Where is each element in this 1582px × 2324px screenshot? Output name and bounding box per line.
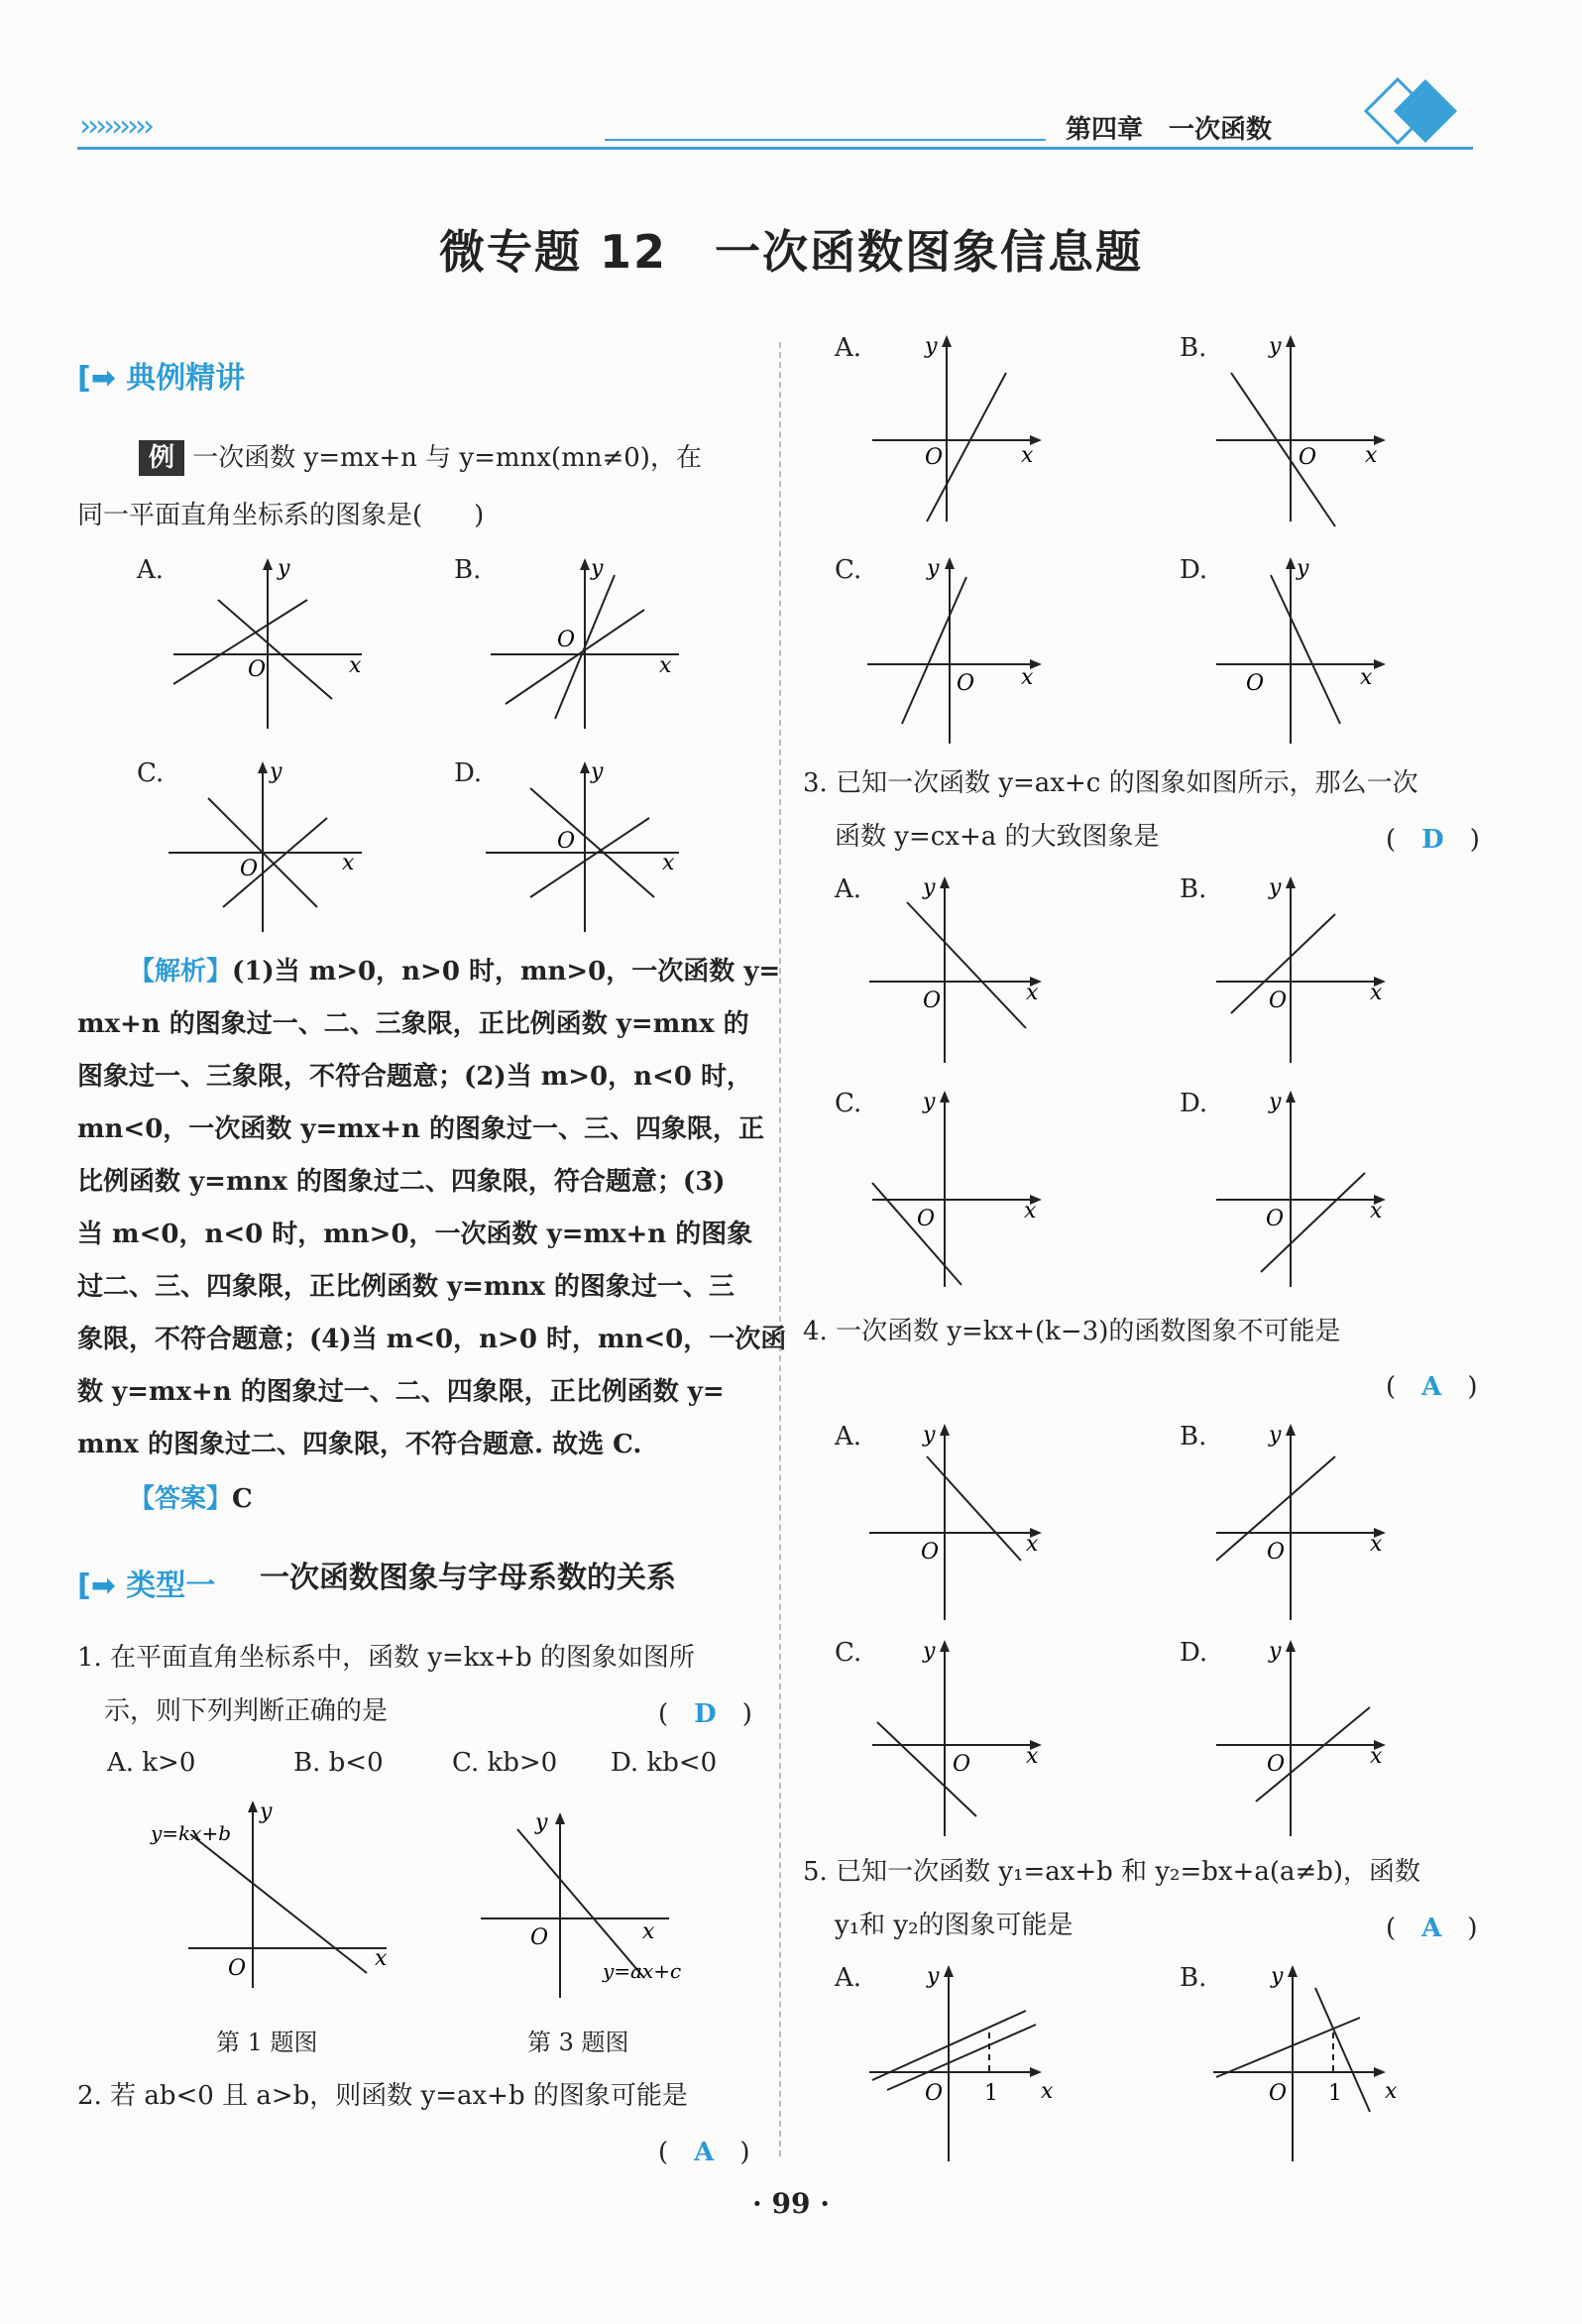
axis-y: y xyxy=(1269,1639,1282,1664)
q1-answer-value: D xyxy=(694,1699,717,1729)
q2-line-1: 2. 若 ab<0 且 a>b，则函数 y=ax+b 的图象可能是 xyxy=(77,2081,688,2111)
q3-option-d: D. xyxy=(1180,1089,1208,1118)
analysis-line-8: 数 y=mx+n 的图象过一、二、四象限，正比例函数 y= xyxy=(77,1377,725,1407)
axis-o: O xyxy=(917,1207,936,1231)
axis-o: O xyxy=(240,857,259,881)
q4-graph-a xyxy=(867,1422,1066,1620)
axis-o: O xyxy=(925,445,944,470)
q3-option-b: B. xyxy=(1180,874,1207,904)
axis-y: y xyxy=(1297,556,1309,581)
header-diamond-icon xyxy=(1358,71,1477,151)
q1-figure xyxy=(149,1795,396,1993)
q4-option-d: D. xyxy=(1180,1638,1208,1668)
axis-y: y xyxy=(591,556,604,581)
analysis-line-2: 图象过一、三象限，不符合题意；(2)当 m>0，n<0 时， xyxy=(77,1062,752,1092)
header-chevrons-icon: ››››››››› xyxy=(79,109,151,144)
axis-y: y xyxy=(923,1090,936,1114)
axis-y: y xyxy=(927,556,940,581)
axis-x: x xyxy=(342,851,355,875)
axis-o: O xyxy=(557,628,576,652)
q4-answer: ( A ) xyxy=(1386,1372,1478,1402)
answer-value: C xyxy=(232,1484,253,1514)
q5-graph-a xyxy=(867,1963,1066,2161)
q3-line-2: 函数 y=cx+a 的大致图象是 xyxy=(835,822,1160,852)
axis-x: x xyxy=(1370,981,1383,1005)
axis-x: x xyxy=(642,1919,655,1944)
axis-x: x xyxy=(1370,1744,1383,1769)
axis-x: x xyxy=(1360,665,1373,690)
axis-y: y xyxy=(923,1639,936,1664)
section-example-heading: [➡ 典例精讲 xyxy=(77,361,246,396)
example-option-b: B. xyxy=(454,555,482,585)
axis-x: x xyxy=(1021,665,1034,690)
analysis-line-7: 象限，不符合题意；(4)当 m<0，n>0 时，mn<0，一次函 xyxy=(77,1325,787,1354)
axis-x: x xyxy=(1370,1199,1383,1223)
example-line-2: 同一平面直角坐标系的图象是( ) xyxy=(77,501,485,530)
axis-o: O xyxy=(1299,445,1317,470)
section-type1-title: 一次函数图象与字母系数的关系 xyxy=(260,1561,676,1595)
analysis-line-9: mnx 的图象过二、四象限，不符合题意. 故选 C. xyxy=(77,1430,642,1459)
analysis-line-3: mn<0，一次函数 y=mx+n 的图象过一、三、四象限，正 xyxy=(77,1114,764,1144)
axis-x: x xyxy=(1026,1744,1039,1769)
axis-o: O xyxy=(1246,671,1265,696)
q5-line-2: y₁和 y₂的图象可能是 xyxy=(835,1911,1074,1940)
axis-y: y xyxy=(927,1964,940,1989)
page-title: 微专题 12 一次函数图象信息题 xyxy=(438,225,1144,279)
axis-y: y xyxy=(1269,1423,1282,1448)
q3-figure xyxy=(476,1809,714,2008)
analysis-line-4: 比例函数 y=mnx 的图象过二、四象限，符合题意；(3) xyxy=(77,1167,726,1197)
q1-choice-c: C. kb>0 xyxy=(452,1748,558,1778)
header-rule xyxy=(77,147,1473,150)
answer-line xyxy=(129,1481,253,1517)
section-example-label: 典例精讲 xyxy=(126,361,246,396)
example-option-a: A. xyxy=(137,555,165,585)
axis-x: x xyxy=(375,1946,388,1971)
answer-tag: 【答案】 xyxy=(129,1484,233,1514)
analysis-line-1: mx+n 的图象过一、二、三象限，正比例函数 y=mnx 的 xyxy=(77,1009,749,1039)
q2-option-c: C. xyxy=(835,555,862,585)
q1-answer: ( D ) xyxy=(658,1699,752,1729)
q2-option-d: D. xyxy=(1180,555,1208,585)
axis-y: y xyxy=(260,1800,273,1824)
example-option-d: D. xyxy=(454,758,483,788)
chapter-title: 第四章 一次函数 xyxy=(1066,115,1273,145)
section-type1-heading: [➡ 类型一 xyxy=(77,1569,216,1603)
axis-y: y xyxy=(1271,1964,1284,1989)
q5-option-b: B. xyxy=(1180,1963,1207,1993)
axis-y: y xyxy=(270,759,282,784)
q3-graph-a xyxy=(867,874,1066,1063)
axis-x: x xyxy=(1024,1199,1037,1223)
q4-option-c: C. xyxy=(835,1638,862,1668)
analysis-line-6: 过二、三、四象限，正比例函数 y=mnx 的图象过一、三 xyxy=(77,1272,734,1302)
axis-y: y xyxy=(925,334,938,359)
axis-x: x xyxy=(1370,1532,1383,1557)
axis-y: y xyxy=(535,1810,548,1835)
axis-o: O xyxy=(530,1925,549,1950)
axis-x: x xyxy=(1385,2079,1398,2104)
q1-line-1: 1. 在平面直角坐标系中，函数 y=kx+b 的图象如图所 xyxy=(77,1643,695,1673)
axis-o: O xyxy=(1267,1752,1286,1777)
page-number: · 99 · xyxy=(752,2187,830,2220)
q2-answer-value: A xyxy=(694,2138,715,2167)
example-graph-b xyxy=(486,555,684,734)
q1-choice-a: A. k>0 xyxy=(107,1748,196,1778)
q3-option-a: A. xyxy=(835,874,862,904)
q4-graph-b xyxy=(1211,1422,1410,1620)
q2-graph-c xyxy=(867,555,1066,744)
q3-answer-value: D xyxy=(1421,825,1444,855)
axis-x: x xyxy=(1021,443,1034,468)
example-graph-d xyxy=(486,758,684,937)
axis-o: O xyxy=(1269,2081,1288,2106)
q2-graph-d xyxy=(1211,555,1410,744)
analysis-line-5: 当 m<0，n<0 时，mn>0，一次函数 y=mx+n 的图象 xyxy=(77,1220,753,1249)
q5-answer: ( A ) xyxy=(1386,1914,1478,1943)
column-divider xyxy=(779,342,781,2156)
axis-o: O xyxy=(557,829,576,854)
q1-fig-label: y=kx+b xyxy=(151,1821,232,1845)
axis-x: x xyxy=(349,653,362,678)
q3-fig-label: y=ax+c xyxy=(603,1959,682,1983)
q1-choice-b: B. b<0 xyxy=(293,1748,384,1778)
example-line-1 xyxy=(139,440,702,476)
axis-o: O xyxy=(228,1956,247,1981)
axis-o: O xyxy=(248,657,267,682)
analysis-text-0: (1)当 m>0，n>0 时，mn>0，一次函数 y= xyxy=(232,957,781,987)
example-graph-a xyxy=(169,555,367,734)
axis-y: y xyxy=(1269,875,1282,900)
axis-one: 1 xyxy=(984,2081,998,2106)
axis-x: x xyxy=(1026,981,1039,1005)
q5-answer-value: A xyxy=(1421,1914,1442,1943)
q3-graph-b xyxy=(1211,874,1410,1063)
example-graph-c xyxy=(169,758,367,937)
q5-line-1: 5. 已知一次函数 y₁=ax+b 和 y₂=bx+a(a≠b)，函数 xyxy=(803,1857,1421,1887)
q3-answer: ( D ) xyxy=(1386,825,1480,855)
q2-graph-a xyxy=(867,333,1066,531)
axis-x: x xyxy=(662,851,675,875)
analysis-tag: 【解析】 xyxy=(129,957,233,987)
q2-graph-b xyxy=(1211,333,1410,531)
example-tag: 例 xyxy=(139,440,184,476)
axis-y: y xyxy=(591,759,604,784)
analysis-line-0 xyxy=(129,954,780,989)
axis-y: y xyxy=(1269,1090,1282,1114)
q4-graph-c xyxy=(867,1638,1066,1836)
q3-line-1: 3. 已知一次函数 y=ax+c 的图象如图所示，那么一次 xyxy=(803,768,1418,798)
example-option-c: C. xyxy=(137,758,165,788)
q2-option-b: B. xyxy=(1180,333,1207,363)
axis-x: x xyxy=(659,653,672,678)
axis-o: O xyxy=(921,1540,940,1565)
q2-answer: ( A ) xyxy=(658,2138,750,2167)
q4-graph-d xyxy=(1211,1638,1410,1836)
q4-option-a: A. xyxy=(835,1422,862,1452)
axis-o: O xyxy=(925,2081,944,2106)
section-type1-label: 类型一 xyxy=(126,1569,216,1603)
axis-y: y xyxy=(1269,334,1282,359)
axis-o: O xyxy=(1267,1540,1286,1565)
q4-option-b: B. xyxy=(1180,1422,1207,1452)
axis-o: O xyxy=(957,671,975,696)
header-rule-short xyxy=(605,139,1046,141)
axis-y: y xyxy=(923,875,936,900)
q1-line-2: 示，则下列判断正确的是 xyxy=(104,1696,389,1726)
q3-option-c: C. xyxy=(835,1089,862,1118)
axis-y: y xyxy=(278,556,290,581)
axis-x: x xyxy=(1365,443,1378,468)
axis-x: x xyxy=(1026,1532,1039,1557)
axis-o: O xyxy=(923,988,942,1013)
q1-choice-d: D. kb<0 xyxy=(611,1748,718,1778)
q3-caption: 第 3 题图 xyxy=(527,2029,629,2056)
q3-graph-d xyxy=(1211,1089,1410,1287)
q1-caption: 第 1 题图 xyxy=(216,2029,318,2056)
axis-y: y xyxy=(923,1423,936,1448)
axis-one: 1 xyxy=(1328,2081,1342,2106)
axis-o: O xyxy=(953,1752,971,1777)
q3-graph-c xyxy=(867,1089,1066,1287)
q5-graph-b xyxy=(1211,1963,1410,2161)
q2-option-a: A. xyxy=(835,333,862,363)
q4-line-1: 4. 一次函数 y=kx+(k−3)的函数图象不可能是 xyxy=(803,1317,1341,1346)
axis-o: O xyxy=(1269,988,1288,1013)
q4-answer-value: A xyxy=(1421,1372,1442,1402)
example-text-1: 一次函数 y=mx+n 与 y=mnx(mn≠0)，在 xyxy=(192,443,702,473)
axis-o: O xyxy=(1266,1207,1285,1231)
q5-option-a: A. xyxy=(835,1963,862,1993)
axis-x: x xyxy=(1041,2079,1054,2104)
